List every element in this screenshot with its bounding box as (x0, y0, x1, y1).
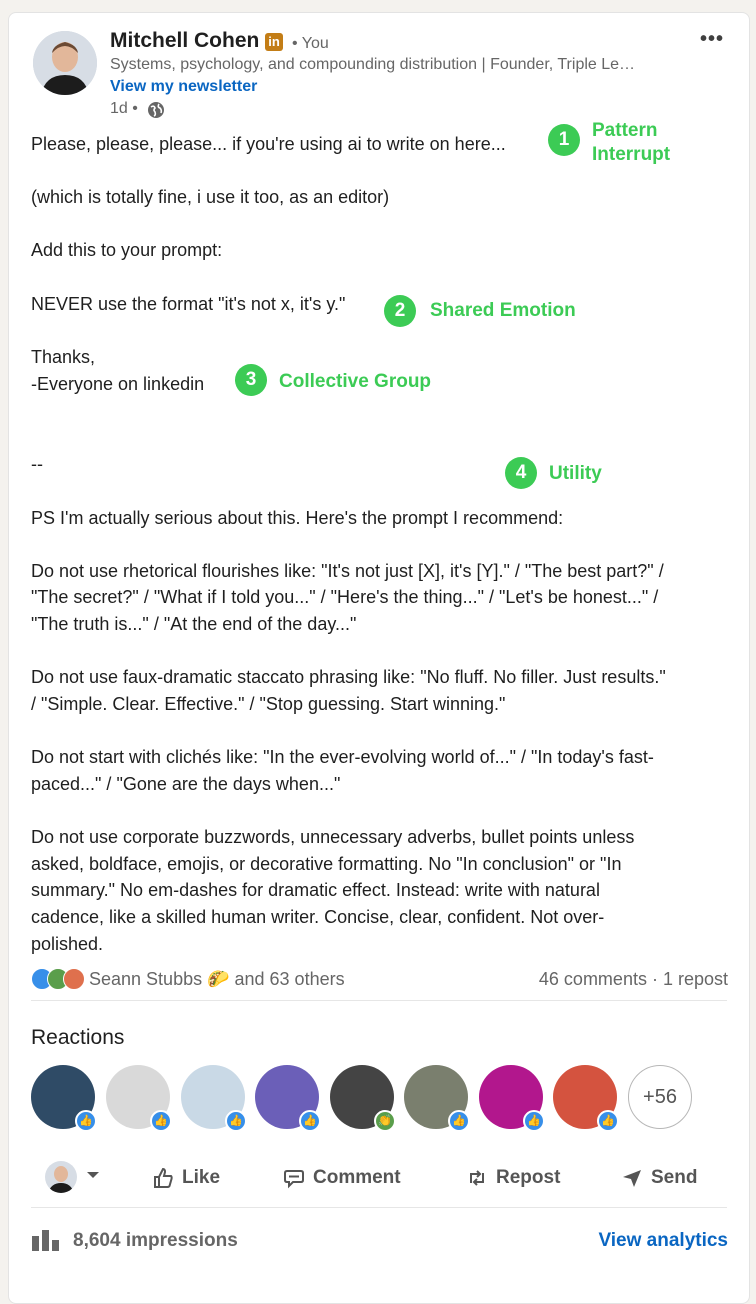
reactions-heading: Reactions (31, 1026, 125, 1049)
bar-chart-icon (31, 1228, 61, 1252)
view-analytics-link[interactable]: View analytics (598, 1230, 728, 1251)
post-line: "The truth is..." / "At the end of the day..." (31, 614, 357, 634)
like-badge-icon: 👍 (448, 1110, 470, 1132)
reaction-actor-avatar[interactable] (45, 1161, 77, 1193)
comment-icon (283, 1167, 305, 1189)
like-badge-icon: 👍 (523, 1110, 545, 1132)
post-line: Do not use corporate buzzwords, unnecessary adverbs, bullet points unless (31, 827, 635, 847)
annotation-label: Pattern (592, 120, 658, 141)
annotation-number: 2 (384, 295, 416, 327)
you-label: • You (292, 35, 329, 52)
repost-label: Repost (496, 1167, 561, 1188)
like-badge-icon: 👍 (225, 1110, 247, 1132)
like-button[interactable] (152, 1164, 220, 1192)
more-options-icon[interactable]: ••• (700, 28, 725, 50)
author-headline: Systems, psychology, and compounding distribution | Founder, Triple Le… (110, 56, 636, 73)
thumbs-up-icon (152, 1167, 174, 1189)
view-newsletter-link[interactable]: View my newsletter (110, 78, 258, 95)
globe-icon (147, 101, 165, 119)
post-line: PS I'm actually serious about this. Here's the prompt I recommend: (31, 508, 564, 528)
annotation-label: Utility (549, 463, 602, 484)
send-icon (621, 1167, 643, 1189)
post-line: (which is totally fine, i use it too, as an editor) (31, 187, 390, 207)
annotation-number: 4 (505, 457, 537, 489)
post-line: NEVER use the format "it's not x, it's y." (31, 294, 346, 314)
like-badge-icon: 👍 (75, 1110, 97, 1132)
annotation-label: Shared Emotion (430, 300, 576, 321)
reaction-icons[interactable] (31, 968, 85, 990)
like-badge-icon: 👍 (150, 1110, 172, 1132)
send-button[interactable] (621, 1164, 697, 1192)
like-label: Like (182, 1167, 221, 1188)
post-line: / "Simple. Clear. Effective." / "Stop guessing. Start winning." (31, 694, 506, 714)
post-line: summary." No em-dashes for dramatic effect. Instead: write with natural (31, 880, 600, 900)
post-line: cadence, like a skilled human writer. Concise, clear, confident. Not over- (31, 907, 605, 927)
post-line: polished. (31, 934, 104, 954)
annotation-number: 3 (235, 364, 267, 396)
comment-button[interactable] (283, 1164, 401, 1192)
post-line: Do not start with clichés like: "In the ever-evolving world of..." / "In today's fast- (31, 747, 654, 767)
post-line: Do not use rhetorical flourishes like: "It's not just [X], it's [Y]." / "The best part?" / (31, 561, 664, 581)
post-line: -Everyone on linkedin (31, 374, 205, 394)
post-line: Please, please, please... if you're using ai to write on here... (31, 134, 506, 154)
like-badge-icon: 👍 (597, 1110, 619, 1132)
annotation-label: Collective Group (279, 371, 432, 392)
annotation-number: 1 (548, 124, 580, 156)
post-line: Add this to your prompt: (31, 240, 223, 260)
love-reaction-icon (63, 968, 85, 990)
chevron-down-icon[interactable] (86, 1170, 100, 1180)
like-badge-icon: 👍 (299, 1110, 321, 1132)
divider (31, 1000, 727, 1001)
linkedin-premium-badge-icon: in (265, 33, 283, 51)
post-line: Thanks, (31, 347, 96, 367)
post-line: paced..." / "Gone are the days when..." (31, 774, 341, 794)
repost-icon (466, 1167, 488, 1189)
reactions-summary[interactable]: Seann Stubbs 🌮 and 63 others (89, 969, 345, 989)
post-line: asked, boldface, emojis, or decorative formatting. No "In conclusion" or "In (31, 854, 622, 874)
author-name[interactable]: Mitchell Cohen (110, 29, 260, 52)
send-label: Send (651, 1167, 698, 1188)
page-background (0, 0, 756, 12)
author-avatar[interactable] (33, 31, 97, 95)
post-line: Do not use faux-dramatic staccato phrasing like: "No fluff. No filler. Just results." (31, 667, 666, 687)
repost-button[interactable] (466, 1164, 560, 1192)
more-reactors-button[interactable]: +56 (628, 1065, 692, 1129)
impressions-count: 8,604 impressions (73, 1230, 238, 1251)
post-line: "The secret?" / "What if I told you..." / "Here's the thing..." / "Let's be honest..." / (31, 587, 659, 607)
post-line: -- (31, 454, 43, 474)
post-timestamp: 1d • (110, 100, 138, 117)
comments-repost-count[interactable]: 46 comments · 1 repost (538, 969, 728, 989)
annotation-label: Interrupt (592, 144, 671, 165)
divider (31, 1207, 727, 1208)
comment-label: Comment (313, 1167, 401, 1188)
celebrate-badge-icon: 👏 (374, 1110, 396, 1132)
